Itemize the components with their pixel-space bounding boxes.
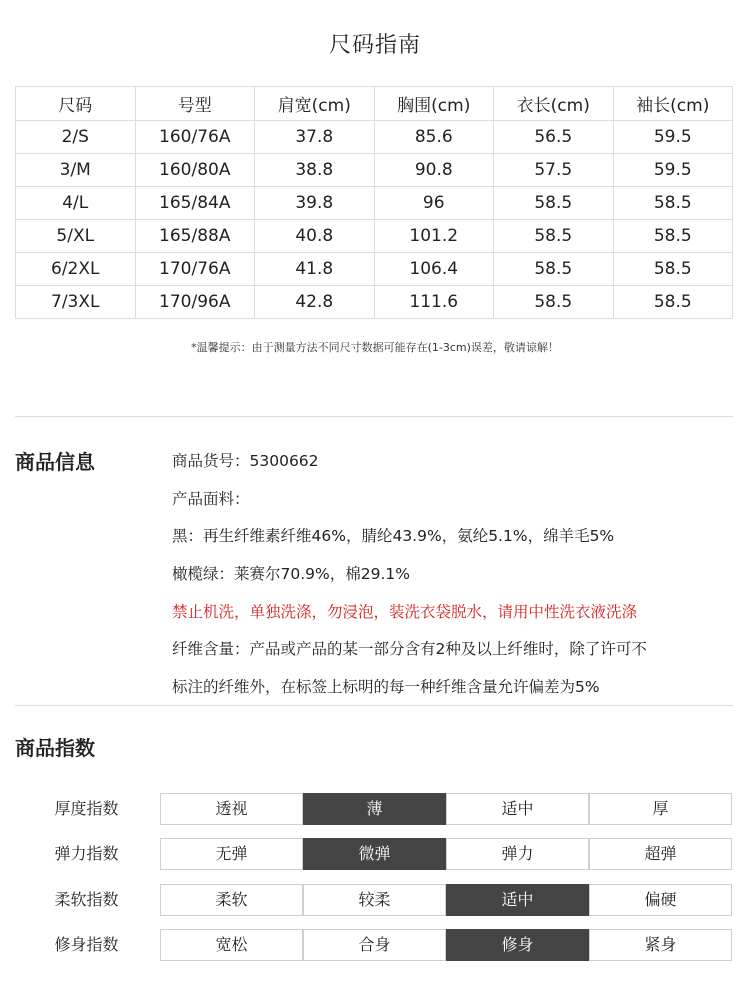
table-cell: 58.5 (613, 253, 733, 286)
table-cell: 4/L (16, 187, 136, 220)
measurement-note: *温馨提示：由于测量方法不同尺寸数据可能存在(1-3cm)误差，敬请谅解！ (191, 341, 559, 354)
index-option: 适中 (446, 793, 589, 825)
index-option: 柔软 (160, 884, 303, 916)
product-info-title: 商品信息 (15, 450, 95, 474)
table-cell: 58.5 (613, 220, 733, 253)
section-divider (15, 416, 733, 417)
table-cell: 111.6 (374, 286, 494, 319)
header-cell: 胸围(cm) (374, 87, 494, 121)
table-cell: 3/M (16, 154, 136, 187)
product-sku: 商品货号：5300662 (172, 452, 319, 470)
index-option: 偏硬 (589, 884, 732, 916)
table-cell: 58.5 (494, 253, 614, 286)
fiber-content-note: 纤维含量：产品或产品的某一部分含有2种及以上纤维时，除了许可不 (172, 640, 647, 659)
table-cell: 39.8 (255, 187, 375, 220)
table-cell: 58.5 (613, 187, 733, 220)
product-info-list (172, 448, 732, 712)
index-option: 微弹 (303, 838, 446, 870)
table-cell: 58.5 (494, 286, 614, 319)
table-cell: 37.8 (255, 121, 375, 154)
index-option: 适中 (446, 884, 589, 916)
table-cell: 85.6 (374, 121, 494, 154)
table-cell: 56.5 (494, 121, 614, 154)
table-cell: 5/XL (16, 220, 136, 253)
table-cell: 160/80A (135, 154, 255, 187)
index-option: 无弹 (160, 838, 303, 870)
index-label: 修身指数 (54, 935, 119, 954)
table-cell: 58.5 (494, 187, 614, 220)
table-row (16, 253, 733, 286)
table-cell: 165/84A (135, 187, 255, 220)
table-cell: 58.5 (613, 286, 733, 319)
fabric-olive: 橄榄绿：莱赛尔70.9%，棉29.1% (172, 565, 410, 584)
table-cell: 58.5 (494, 220, 614, 253)
index-option: 合身 (303, 929, 446, 961)
index-label: 弹力指数 (54, 844, 119, 863)
header-cell: 袖长(cm) (613, 87, 733, 121)
table-cell: 160/76A (135, 121, 255, 154)
header-cell: 衣长(cm) (494, 87, 614, 121)
section-divider (15, 705, 733, 706)
table-cell: 96 (374, 187, 494, 220)
table-row (16, 286, 733, 319)
product-index-title: 商品指数 (15, 736, 95, 760)
index-option: 紧身 (589, 929, 732, 961)
index-label: 柔软指数 (54, 890, 119, 909)
header-cell: 肩宽(cm) (255, 87, 375, 121)
table-cell: 170/76A (135, 253, 255, 286)
fabric-label: 产品面料： (172, 489, 250, 508)
table-cell: 41.8 (255, 253, 375, 286)
fabric-black: 黑：再生纤维素纤维46%，腈纶43.9%，氨纶5.1%，绵羊毛5% (172, 527, 615, 546)
index-option: 薄 (303, 793, 446, 825)
table-cell: 165/88A (135, 220, 255, 253)
table-cell: 2/S (16, 121, 136, 154)
index-option: 超弹 (589, 838, 732, 870)
index-row-fit (15, 929, 733, 961)
index-option: 修身 (446, 929, 589, 961)
index-label: 厚度指数 (54, 799, 119, 818)
table-cell: 170/96A (135, 286, 255, 319)
table-cell: 106.4 (374, 253, 494, 286)
index-row-softness (15, 884, 733, 916)
table-cell: 90.8 (374, 154, 494, 187)
table-cell: 57.5 (494, 154, 614, 187)
header-cell: 号型 (135, 87, 255, 121)
table-cell: 59.5 (613, 121, 733, 154)
table-cell: 101.2 (374, 220, 494, 253)
index-row-thickness (15, 793, 733, 825)
table-row (16, 154, 733, 187)
table-cell: 42.8 (255, 286, 375, 319)
table-cell: 6/2XL (16, 253, 136, 286)
table-cell: 7/3XL (16, 286, 136, 319)
table-row (16, 220, 733, 253)
table-cell: 59.5 (613, 154, 733, 187)
table-row (16, 187, 733, 220)
table-cell: 38.8 (255, 154, 375, 187)
size-table-header (16, 87, 733, 121)
fiber-content-note-cont: 标注的纤维外，在标签上标明的每一种纤维含量允许偏差为5% (172, 678, 600, 697)
index-option: 厚 (589, 793, 732, 825)
care-warning: 禁止机洗，单独洗涤，勿浸泡，装洗衣袋脱水，请用中性洗衣液洗涤 (172, 602, 638, 621)
size-guide-title: 尺码指南 (328, 33, 421, 58)
table-cell: 40.8 (255, 220, 375, 253)
index-option: 弹力 (446, 838, 589, 870)
index-option: 较柔 (303, 884, 446, 916)
header-cell: 尺码 (16, 87, 136, 121)
index-row-elasticity (15, 838, 733, 870)
table-row (16, 121, 733, 154)
index-option: 宽松 (160, 929, 303, 961)
index-option: 透视 (160, 793, 303, 825)
size-table (15, 86, 733, 319)
